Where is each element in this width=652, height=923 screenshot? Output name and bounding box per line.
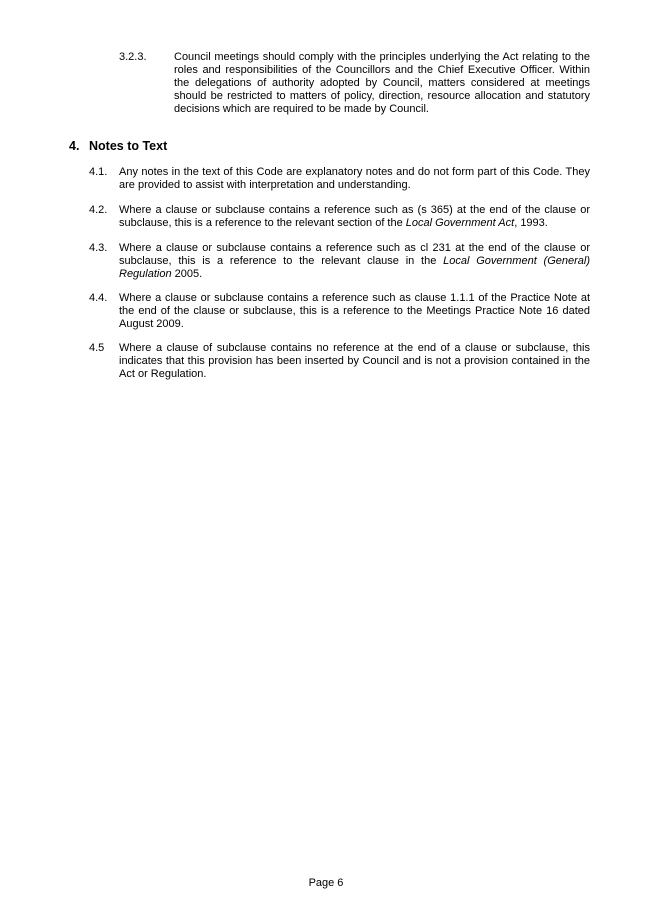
clause-text-4-2-part2: , 1993. (514, 217, 548, 229)
clause-number-3-2-3: 3.2.3. (119, 51, 147, 63)
clause-text-4-3 (119, 242, 590, 281)
regulation-name: Local Government (General) Regulation (119, 255, 590, 280)
page-number: Page 6 (308, 877, 344, 889)
clause-text-4-4: Where a clause or subclause contains a reference such as clause 1.1.1 of the Practice Note at the end of the clause or subclause, this is a reference to the Meetings Practice Note 16 dated August 2009. (119, 292, 590, 330)
clause-number-4-1: 4.1. (89, 166, 108, 178)
act-name: Local Government Act (405, 217, 515, 229)
clause-text-3-2-3: Council meetings should comply with the principles underlying the Act relating to the roles and responsibilities of the Councillors and the Chief Executive Officer. Within the delegations of authority adopted by Council, matters considered at meetings should be restricted to matters of policy, direction, resource allocation and statutory decisions which are required to be made by Council. (174, 51, 590, 115)
clause-number-4-5: 4.5 (89, 342, 105, 354)
clause-text-4-5: Where a clause of subclause contains no reference at the end of a clause or subclause, this indicates that this provision has been inserted by Council and is not a provision contained in the Act or Regulation. (119, 342, 590, 380)
clause-number-4-4: 4.4. (89, 292, 108, 304)
clause-number-4-3: 4.3. (89, 242, 108, 254)
clause-text-4-2-part1: Where a clause or subclause contains a reference such as (s 365) at the end of the clause or subclause, this is a reference to the relevant section of the (119, 204, 590, 229)
section-number-4: 4. (69, 139, 80, 153)
clause-text-4-1: Any notes in the text of this Code are explanatory notes and do not form part of this Code. They are provided to assist with interpretation and understanding. (119, 166, 590, 191)
clause-number-4-2: 4.2. (89, 204, 108, 216)
clause-text-4-2 (119, 204, 590, 230)
clause-text-4-3-part2: 2005. (171, 268, 203, 280)
clause-text-4-3-part1: Where a clause or subclause contains a reference such as cl 231 at the end of the clause or subclause, this is a reference to the relevant clause in the (119, 242, 590, 267)
section-title: Notes to Text (89, 139, 168, 153)
